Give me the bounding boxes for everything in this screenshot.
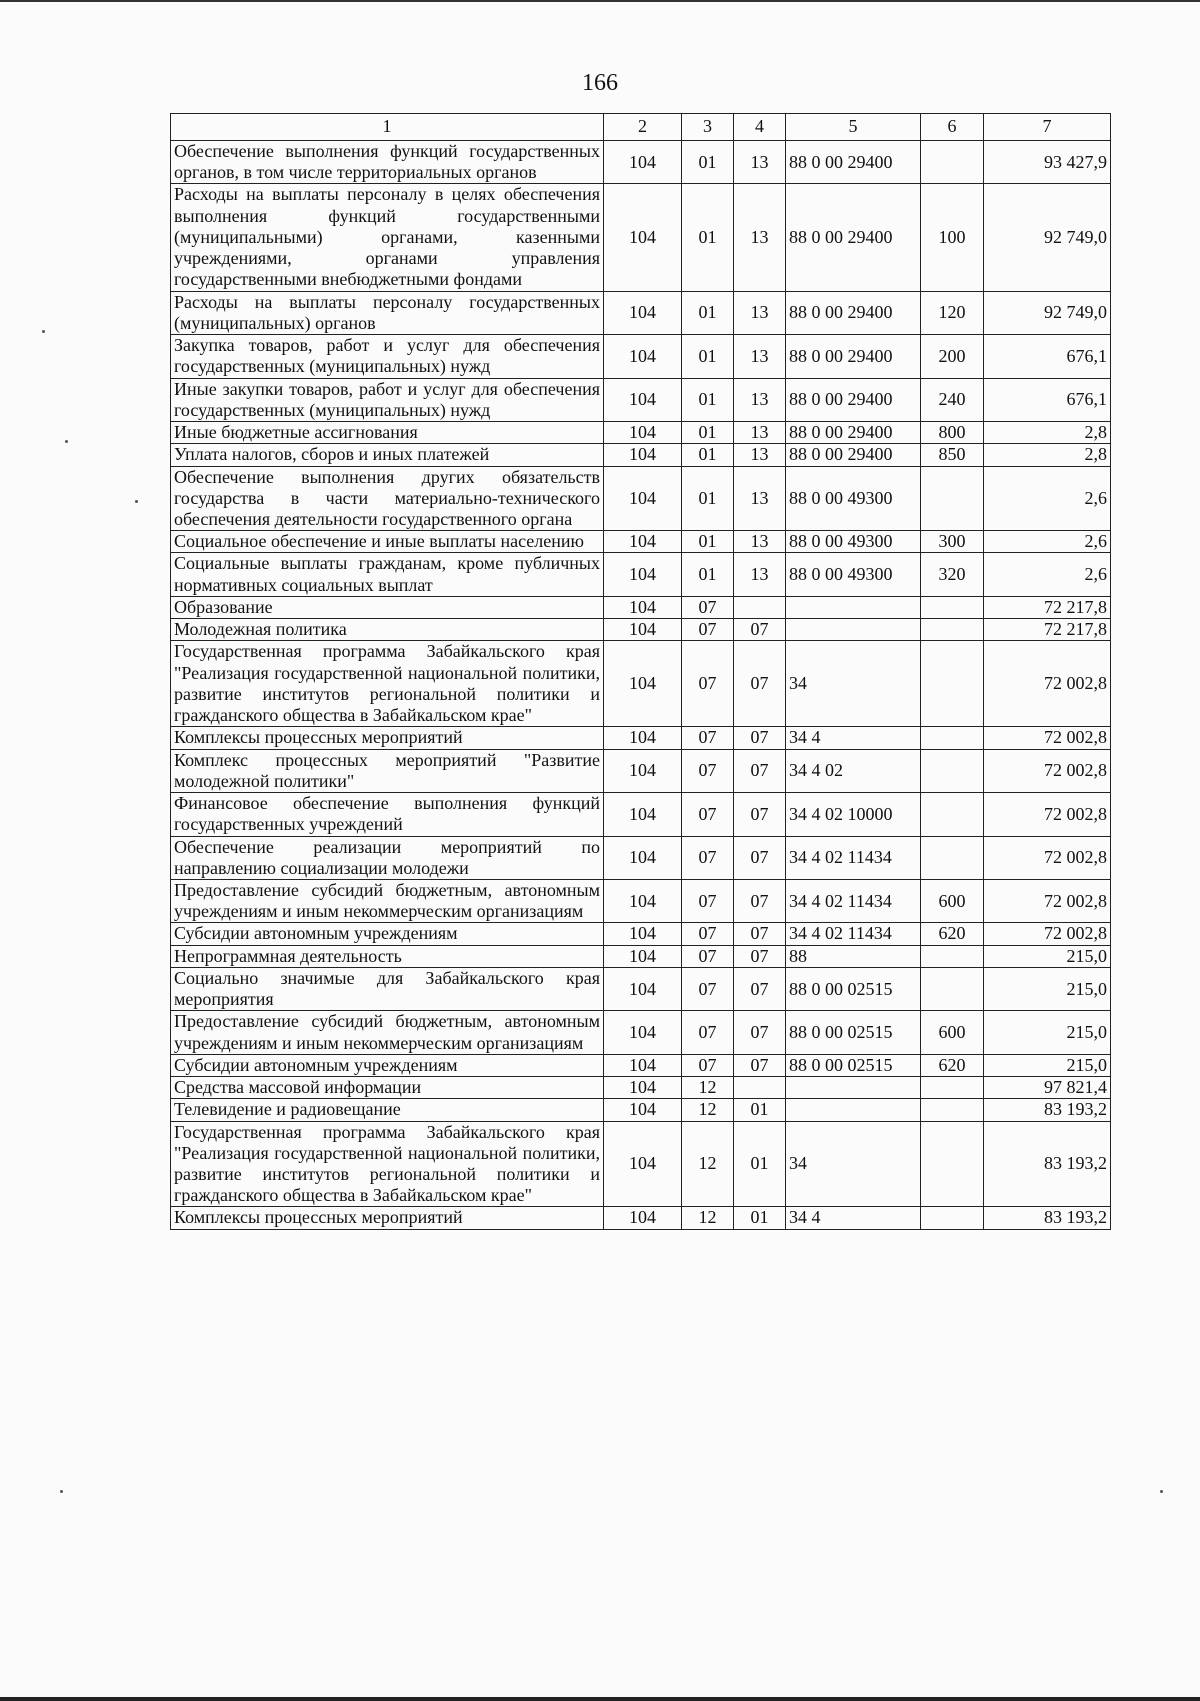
scan-speck: [65, 440, 68, 443]
section-code-cell: 01: [682, 335, 734, 378]
expense-type-cell: [921, 619, 984, 641]
target-article-cell: 88 0 00 29400: [786, 422, 921, 444]
expense-type-cell: 320: [921, 553, 984, 596]
expense-name-cell: Комплексы процессных мероприятий: [171, 1207, 604, 1229]
amount-cell: 72 002,8: [984, 727, 1111, 749]
expense-name-cell: Иные бюджетные ассигнования: [171, 422, 604, 444]
section-code-cell: 01: [682, 553, 734, 596]
section-code-cell: 07: [682, 1054, 734, 1076]
ministry-code-cell: 104: [604, 141, 682, 184]
ministry-code-cell: 104: [604, 619, 682, 641]
scan-speck: [135, 500, 138, 503]
ministry-code-cell: 104: [604, 1054, 682, 1076]
ministry-code-cell: 104: [604, 749, 682, 792]
section-code-cell: 01: [682, 291, 734, 334]
section-code-cell: 01: [682, 422, 734, 444]
subsection-code-cell: [734, 1077, 786, 1099]
table-row: [171, 793, 1111, 836]
expense-type-cell: [921, 1077, 984, 1099]
target-article-cell: [786, 1077, 921, 1099]
subsection-code-cell: 13: [734, 466, 786, 531]
target-article-cell: 34 4 02 11434: [786, 923, 921, 945]
expense-name-cell: Телевидение и радиовещание: [171, 1099, 604, 1121]
amount-cell: 93 427,9: [984, 141, 1111, 184]
budget-table: [170, 113, 1111, 1230]
ministry-code-cell: 104: [604, 444, 682, 466]
section-code-cell: 01: [682, 184, 734, 291]
expense-type-cell: [921, 466, 984, 531]
section-code-cell: 07: [682, 793, 734, 836]
expense-type-cell: [921, 749, 984, 792]
target-article-cell: [786, 596, 921, 618]
amount-cell: 72 002,8: [984, 641, 1111, 727]
target-article-cell: 88 0 00 49300: [786, 466, 921, 531]
column-header: 4: [734, 114, 786, 141]
table-row: [171, 596, 1111, 618]
subsection-code-cell: 07: [734, 967, 786, 1010]
target-article-cell: [786, 1099, 921, 1121]
scan-speck: [1160, 1490, 1163, 1493]
ministry-code-cell: 104: [604, 727, 682, 749]
expense-type-cell: 620: [921, 1054, 984, 1076]
ministry-code-cell: 104: [604, 596, 682, 618]
amount-cell: 215,0: [984, 1054, 1111, 1076]
expense-type-cell: 620: [921, 923, 984, 945]
section-code-cell: 07: [682, 923, 734, 945]
subsection-code-cell: 13: [734, 531, 786, 553]
table-row: [171, 836, 1111, 879]
target-article-cell: [786, 619, 921, 641]
column-header: 5: [786, 114, 921, 141]
section-code-cell: 07: [682, 945, 734, 967]
table-row: [171, 335, 1111, 378]
amount-cell: 72 002,8: [984, 749, 1111, 792]
section-code-cell: 07: [682, 967, 734, 1010]
table-row: [171, 1121, 1111, 1207]
ministry-code-cell: 104: [604, 641, 682, 727]
amount-cell: 72 002,8: [984, 836, 1111, 879]
scan-bottom-border: [0, 1697, 1200, 1701]
ministry-code-cell: 104: [604, 923, 682, 945]
scan-top-border: [0, 0, 1200, 2]
expense-type-cell: [921, 596, 984, 618]
table-body: [171, 141, 1111, 1230]
ministry-code-cell: 104: [604, 553, 682, 596]
expense-type-cell: 600: [921, 1011, 984, 1054]
amount-cell: 92 749,0: [984, 291, 1111, 334]
column-header: 6: [921, 114, 984, 141]
target-article-cell: 34 4: [786, 1207, 921, 1229]
target-article-cell: 34 4 02 11434: [786, 879, 921, 922]
expense-name-cell: Комплекс процессных мероприятий "Развитие молодежной политики": [171, 749, 604, 792]
ministry-code-cell: 104: [604, 378, 682, 421]
ministry-code-cell: 104: [604, 967, 682, 1010]
page-number: 166: [582, 70, 618, 96]
target-article-cell: 88 0 00 29400: [786, 291, 921, 334]
section-code-cell: 07: [682, 619, 734, 641]
subsection-code-cell: 07: [734, 793, 786, 836]
expense-type-cell: 100: [921, 184, 984, 291]
subsection-code-cell: 07: [734, 619, 786, 641]
subsection-code-cell: 07: [734, 727, 786, 749]
table-row: [171, 967, 1111, 1010]
subsection-code-cell: 07: [734, 945, 786, 967]
table-row: [171, 619, 1111, 641]
section-code-cell: 12: [682, 1121, 734, 1207]
subsection-code-cell: 13: [734, 335, 786, 378]
section-code-cell: 12: [682, 1077, 734, 1099]
section-code-cell: 07: [682, 836, 734, 879]
target-article-cell: 34 4 02 10000: [786, 793, 921, 836]
section-code-cell: 07: [682, 879, 734, 922]
ministry-code-cell: 104: [604, 1121, 682, 1207]
target-article-cell: 88 0 00 49300: [786, 553, 921, 596]
target-article-cell: 88 0 00 02515: [786, 1054, 921, 1076]
table-row: [171, 1011, 1111, 1054]
expense-name-cell: Расходы на выплаты персоналу в целях обеспечения выполнения функций государственными (муниципальными) органами, казенными учреждениями, органами управления государственными внебюджетными фондами: [171, 184, 604, 291]
section-code-cell: 01: [682, 444, 734, 466]
table-row: [171, 378, 1111, 421]
subsection-code-cell: 07: [734, 923, 786, 945]
table-row: [171, 444, 1111, 466]
expense-type-cell: 800: [921, 422, 984, 444]
target-article-cell: 88 0 00 02515: [786, 1011, 921, 1054]
expense-name-cell: Государственная программа Забайкальского края "Реализация государственной национальной политики, развитие институтов региональной политики и гражданского общества в Забайкальском крае": [171, 1121, 604, 1207]
amount-cell: 215,0: [984, 945, 1111, 967]
table-row: [171, 749, 1111, 792]
expense-type-cell: [921, 793, 984, 836]
target-article-cell: 88: [786, 945, 921, 967]
section-code-cell: 01: [682, 531, 734, 553]
expense-name-cell: Субсидии автономным учреждениям: [171, 1054, 604, 1076]
subsection-code-cell: 13: [734, 444, 786, 466]
amount-cell: 215,0: [984, 1011, 1111, 1054]
expense-type-cell: 240: [921, 378, 984, 421]
scan-speck: [60, 1490, 63, 1493]
subsection-code-cell: 07: [734, 749, 786, 792]
expense-name-cell: Социальные выплаты гражданам, кроме публичных нормативных социальных выплат: [171, 553, 604, 596]
section-code-cell: 01: [682, 378, 734, 421]
section-code-cell: 01: [682, 466, 734, 531]
column-header: 2: [604, 114, 682, 141]
section-code-cell: 12: [682, 1099, 734, 1121]
ministry-code-cell: 104: [604, 184, 682, 291]
target-article-cell: 88 0 00 49300: [786, 531, 921, 553]
subsection-code-cell: 13: [734, 291, 786, 334]
expense-name-cell: Молодежная политика: [171, 619, 604, 641]
section-code-cell: 07: [682, 641, 734, 727]
table-row: [171, 141, 1111, 184]
amount-cell: 72 217,8: [984, 619, 1111, 641]
ministry-code-cell: 104: [604, 335, 682, 378]
amount-cell: 72 217,8: [984, 596, 1111, 618]
amount-cell: 2,6: [984, 466, 1111, 531]
section-code-cell: 07: [682, 596, 734, 618]
expense-name-cell: Государственная программа Забайкальского края "Реализация государственной национальной политики, развитие институтов региональной политики и гражданского общества в Забайкальском крае": [171, 641, 604, 727]
ministry-code-cell: 104: [604, 291, 682, 334]
expense-type-cell: [921, 641, 984, 727]
table-row: [171, 1207, 1111, 1229]
expense-type-cell: 200: [921, 335, 984, 378]
ministry-code-cell: 104: [604, 466, 682, 531]
target-article-cell: 88 0 00 29400: [786, 141, 921, 184]
section-code-cell: 07: [682, 1011, 734, 1054]
target-article-cell: 34 4 02 11434: [786, 836, 921, 879]
target-article-cell: 88 0 00 29400: [786, 444, 921, 466]
expense-name-cell: Обеспечение выполнения функций государственных органов, в том числе территориальных органов: [171, 141, 604, 184]
subsection-code-cell: 13: [734, 141, 786, 184]
column-header: 3: [682, 114, 734, 141]
table-row: [171, 1054, 1111, 1076]
amount-cell: 2,8: [984, 444, 1111, 466]
expense-type-cell: [921, 945, 984, 967]
table-row: [171, 879, 1111, 922]
expense-name-cell: Уплата налогов, сборов и иных платежей: [171, 444, 604, 466]
amount-cell: 72 002,8: [984, 879, 1111, 922]
section-code-cell: 07: [682, 727, 734, 749]
target-article-cell: 88 0 00 29400: [786, 335, 921, 378]
table-row: [171, 422, 1111, 444]
section-code-cell: 01: [682, 141, 734, 184]
ministry-code-cell: 104: [604, 1207, 682, 1229]
target-article-cell: 88 0 00 29400: [786, 184, 921, 291]
expense-name-cell: Социальное обеспечение и иные выплаты населению: [171, 531, 604, 553]
subsection-code-cell: 07: [734, 1011, 786, 1054]
expense-type-cell: [921, 141, 984, 184]
ministry-code-cell: 104: [604, 422, 682, 444]
subsection-code-cell: [734, 596, 786, 618]
subsection-code-cell: 01: [734, 1099, 786, 1121]
table-row: [171, 466, 1111, 531]
expense-type-cell: [921, 967, 984, 1010]
expense-name-cell: Обеспечение реализации мероприятий по направлению социализации молодежи: [171, 836, 604, 879]
expense-name-cell: Закупка товаров, работ и услуг для обеспечения государственных (муниципальных) нужд: [171, 335, 604, 378]
table-row: [171, 531, 1111, 553]
amount-cell: 72 002,8: [984, 793, 1111, 836]
expense-name-cell: Иные закупки товаров, работ и услуг для обеспечения государственных (муниципальных) нужд: [171, 378, 604, 421]
amount-cell: 83 193,2: [984, 1207, 1111, 1229]
amount-cell: 72 002,8: [984, 923, 1111, 945]
expense-name-cell: Образование: [171, 596, 604, 618]
amount-cell: 2,8: [984, 422, 1111, 444]
expense-name-cell: Социально значимые для Забайкальского края мероприятия: [171, 967, 604, 1010]
table-row: [171, 641, 1111, 727]
expense-name-cell: Финансовое обеспечение выполнения функций государственных учреждений: [171, 793, 604, 836]
expense-name-cell: Обеспечение выполнения других обязательств государства в части материально-технического обеспечения деятельности государственного органа: [171, 466, 604, 531]
amount-cell: 83 193,2: [984, 1121, 1111, 1207]
table-row: [171, 553, 1111, 596]
amount-cell: 676,1: [984, 335, 1111, 378]
subsection-code-cell: 07: [734, 641, 786, 727]
subsection-code-cell: 13: [734, 422, 786, 444]
subsection-code-cell: 13: [734, 553, 786, 596]
expense-name-cell: Предоставление субсидий бюджетным, автономным учреждениям и иным некоммерческим организациям: [171, 879, 604, 922]
expense-type-cell: 850: [921, 444, 984, 466]
amount-cell: 97 821,4: [984, 1077, 1111, 1099]
ministry-code-cell: 104: [604, 836, 682, 879]
subsection-code-cell: 07: [734, 1054, 786, 1076]
expense-type-cell: [921, 1207, 984, 1229]
table-row: [171, 1099, 1111, 1121]
column-header: 7: [984, 114, 1111, 141]
expense-type-cell: [921, 836, 984, 879]
amount-cell: 2,6: [984, 531, 1111, 553]
subsection-code-cell: 01: [734, 1207, 786, 1229]
expense-type-cell: [921, 1099, 984, 1121]
expense-type-cell: [921, 727, 984, 749]
section-code-cell: 12: [682, 1207, 734, 1229]
target-article-cell: 34: [786, 641, 921, 727]
amount-cell: 2,6: [984, 553, 1111, 596]
scan-speck: [42, 330, 45, 333]
ministry-code-cell: 104: [604, 879, 682, 922]
expense-type-cell: 120: [921, 291, 984, 334]
subsection-code-cell: 07: [734, 836, 786, 879]
table-row: [171, 727, 1111, 749]
expense-name-cell: Субсидии автономным учреждениям: [171, 923, 604, 945]
amount-cell: 676,1: [984, 378, 1111, 421]
target-article-cell: 34: [786, 1121, 921, 1207]
table-row: [171, 291, 1111, 334]
expense-name-cell: Расходы на выплаты персоналу государственных (муниципальных) органов: [171, 291, 604, 334]
expense-name-cell: Непрограммная деятельность: [171, 945, 604, 967]
expense-type-cell: 600: [921, 879, 984, 922]
subsection-code-cell: 07: [734, 879, 786, 922]
expense-type-cell: [921, 1121, 984, 1207]
target-article-cell: 34 4: [786, 727, 921, 749]
amount-cell: 92 749,0: [984, 184, 1111, 291]
subsection-code-cell: 13: [734, 378, 786, 421]
table-row: [171, 923, 1111, 945]
expense-name-cell: Комплексы процессных мероприятий: [171, 727, 604, 749]
header-row: [171, 114, 1111, 141]
expense-name-cell: Предоставление субсидий бюджетным, автономным учреждениям и иным некоммерческим организациям: [171, 1011, 604, 1054]
subsection-code-cell: 13: [734, 184, 786, 291]
amount-cell: 215,0: [984, 967, 1111, 1010]
amount-cell: 83 193,2: [984, 1099, 1111, 1121]
section-code-cell: 07: [682, 749, 734, 792]
column-header: 1: [171, 114, 604, 141]
ministry-code-cell: 104: [604, 531, 682, 553]
expense-type-cell: 300: [921, 531, 984, 553]
table-row: [171, 1077, 1111, 1099]
subsection-code-cell: 01: [734, 1121, 786, 1207]
target-article-cell: 88 0 00 29400: [786, 378, 921, 421]
table-row: [171, 945, 1111, 967]
ministry-code-cell: 104: [604, 1077, 682, 1099]
target-article-cell: 88 0 00 02515: [786, 967, 921, 1010]
target-article-cell: 34 4 02: [786, 749, 921, 792]
table-row: [171, 184, 1111, 291]
ministry-code-cell: 104: [604, 945, 682, 967]
ministry-code-cell: 104: [604, 1099, 682, 1121]
ministry-code-cell: 104: [604, 1011, 682, 1054]
expense-name-cell: Средства массовой информации: [171, 1077, 604, 1099]
ministry-code-cell: 104: [604, 793, 682, 836]
